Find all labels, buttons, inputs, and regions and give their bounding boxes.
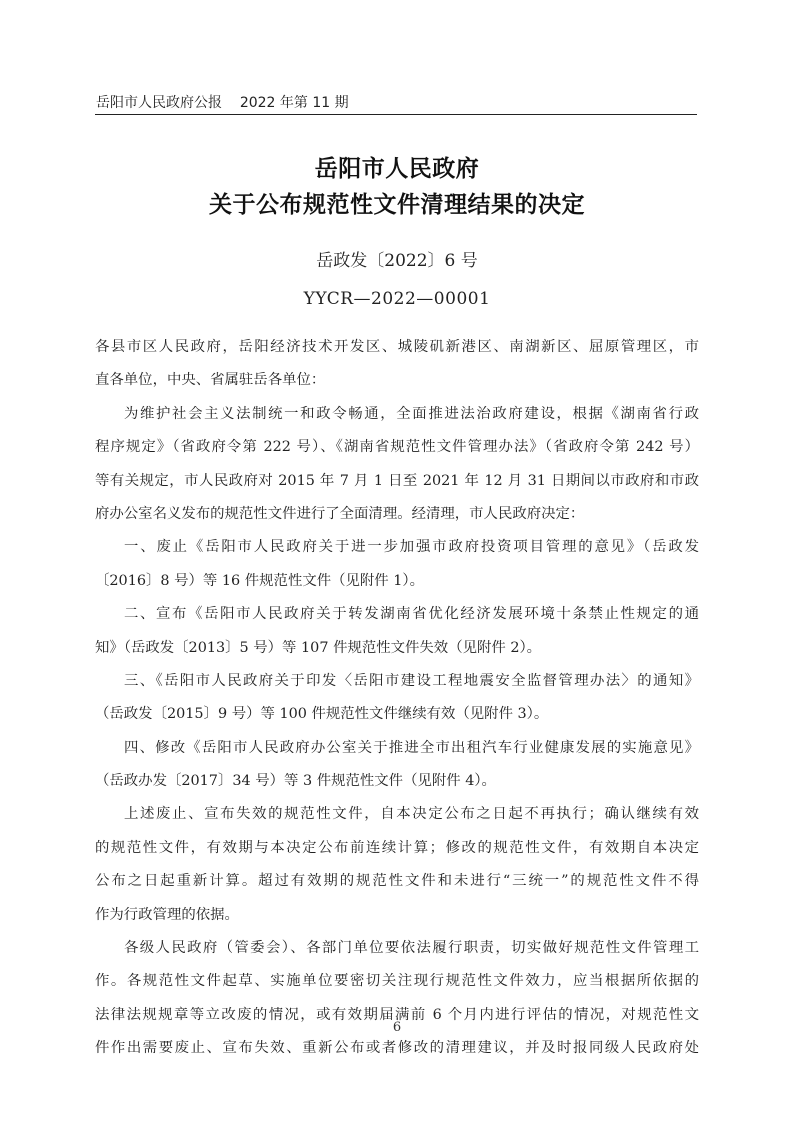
paragraph-line: （岳政发〔2015〕9 号）等 100 件规范性文件继续有效（见附件 3）。	[95, 706, 549, 723]
document-body	[95, 331, 699, 1066]
paragraph	[95, 932, 699, 1066]
running-header	[96, 92, 696, 112]
paragraph-line: 一、废止《岳阳市人民政府关于进一步加强市政府投资项目管理的意见》（岳政发	[124, 539, 699, 556]
paragraph	[95, 798, 699, 932]
paragraph-line: 二、宣布《岳阳市人民政府关于转发湖南省优化经济发展环境十条禁止性规定的通	[124, 606, 699, 623]
paragraph-line: （岳政办发〔2017〕34 号）等 3 件规范性文件（见附件 4）。	[95, 773, 496, 790]
paragraph-line: 〔2016〕8 号）等 16 件规范性文件（见附件 1）。	[95, 572, 424, 589]
paragraph	[95, 732, 699, 799]
paragraph-line: 三、《岳阳市人民政府关于印发〈岳阳市建设工程地震安全监督管理办法〉的通知》	[124, 672, 699, 689]
registration-number: YYCR—2022—00001	[303, 289, 491, 309]
paragraph-line: 的规范性文件，有效期与本决定公布前连续计算；修改的规范性文件，有效期自本决定	[95, 839, 699, 856]
paragraph-line: 直各单位，中央、省属驻岳各单位：	[95, 372, 326, 389]
paragraph-line: 公布之日起重新计算。超过有效期的规范性文件和未进行“三统一”的规范性文件不得	[95, 873, 699, 890]
paragraph-line: 四、修改《岳阳市人民政府办公室关于推进全市出租汽车行业健康发展的实施意见》	[124, 739, 699, 756]
paragraph-line: 各级人民政府（管委会）、各部门单位要依法履行职责，切实做好规范性文件管理工	[124, 940, 699, 957]
paragraph-line: 府办公室名义发布的规范性文件进行了全面清理。经清理，市人民政府决定：	[95, 505, 585, 522]
paragraph-line: 上述废止、宣布失效的规范性文件，自本决定公布之日起不再执行；确认继续有效	[124, 806, 699, 823]
paragraph	[95, 331, 699, 398]
header-rule	[95, 114, 697, 115]
paragraph-line: 件作出需要废止、宣布失效、重新公布或者修改的清理建议，并及时报同级人民政府处	[95, 1040, 699, 1057]
paragraph	[95, 598, 699, 665]
paragraph	[95, 531, 699, 598]
paragraph-line: 程序规定》（省政府令第 222 号）、《湖南省规范性文件管理办法》（省政府令第 242 号）	[95, 439, 699, 456]
paragraph	[95, 398, 699, 532]
page-number: 6	[392, 1020, 402, 1035]
title-line-2: 关于公布规范性文件清理结果的决定	[209, 191, 585, 218]
paragraph-line: 作。各规范性文件起草、实施单位要密切关注现行规范性文件效力，应当根据所依据的	[95, 973, 699, 990]
document-number: 岳政发〔2022〕6 号	[316, 251, 478, 271]
issue-number: 2022 年第 11 期	[239, 95, 349, 111]
title-line-1: 岳阳市人民政府	[314, 155, 480, 182]
paragraph-line: 知》（岳政发〔2013〕5 号）等 107 件规范性文件失效（见附件 2）。	[95, 639, 542, 656]
paragraph-line: 等有关规定，市人民政府对 2015 年 7 月 1 日至 2021 年 12 月 31 日期间以市政府和市政	[95, 472, 699, 489]
paragraph-line: 作为行政管理的依据。	[95, 906, 239, 923]
paragraph-line: 为维护社会主义法制统一和政令畅通，全面推进法治政府建设，根据《湖南省行政	[124, 405, 699, 422]
paragraph	[95, 665, 699, 732]
paragraph-line: 法律法规规章等立改废的情况，或有效期届满前 6 个月内进行评估的情况，对规范性文	[95, 1006, 699, 1023]
paragraph-line: 各县市区人民政府，岳阳经济技术开发区、城陵矶新港区、南湖新区、屈原管理区，市	[95, 339, 699, 355]
publication-name: 岳阳市人民政府公报	[96, 95, 222, 111]
